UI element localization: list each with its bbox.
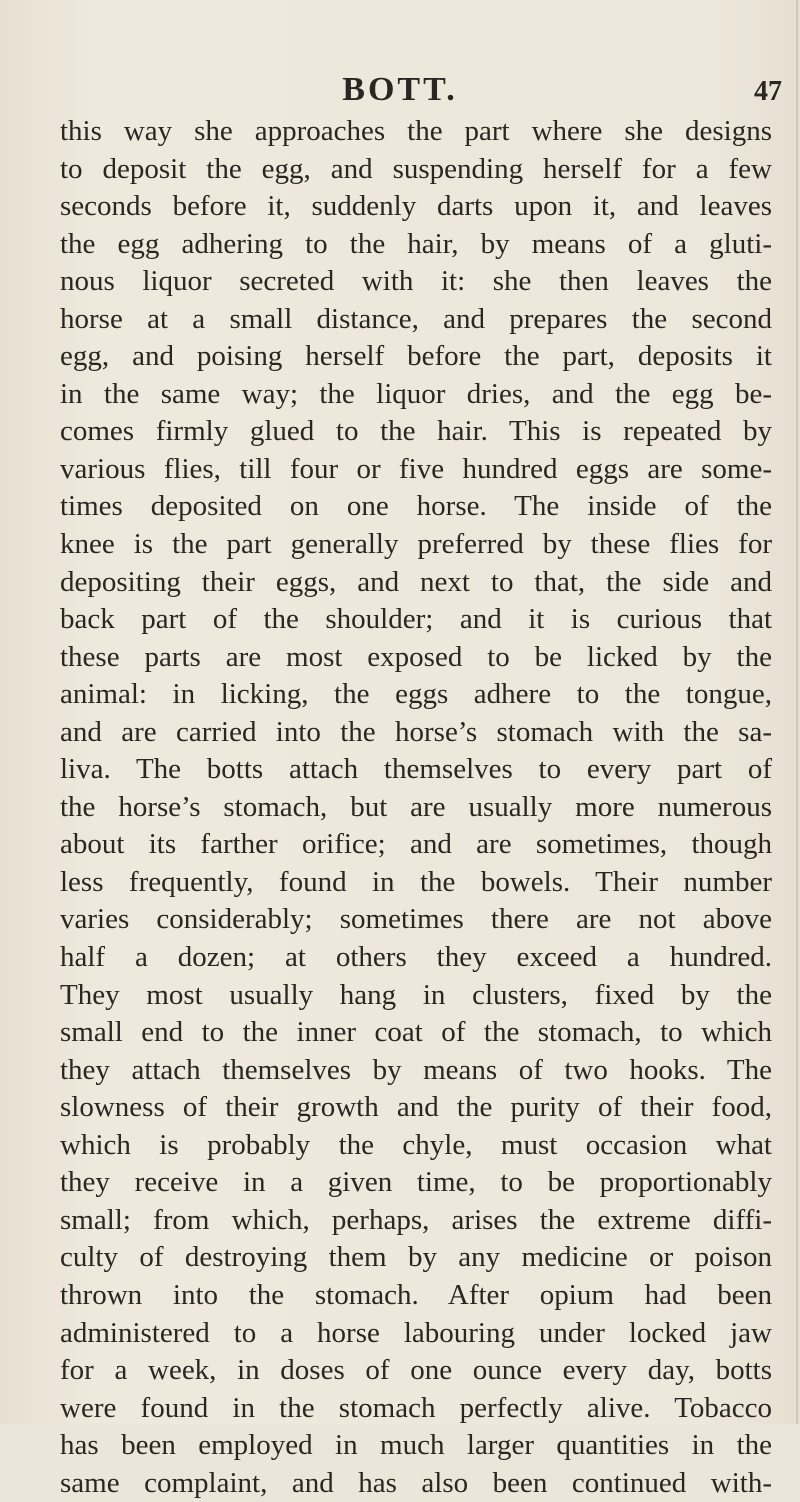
text-line: small end to the inner coat of the stomach, to which [60, 1016, 772, 1049]
text-line: various flies, till four or five hundred eggs are some- [60, 452, 772, 485]
text-line: half a dozen; at others they exceed a hundred. [60, 941, 772, 974]
text-line: thrown into the stomach. After opium had been [60, 1278, 772, 1311]
text-line: the horse’s stomach, but are usually more numerous [60, 790, 772, 823]
text-line: knee is the part generally preferred by these flies for [60, 528, 772, 561]
text-line: animal: in licking, the eggs adhere to the tongue, [60, 678, 772, 711]
running-head: BOTT. [342, 71, 458, 108]
text-line: horse at a small distance, and prepares the second [60, 302, 772, 335]
text-line: these parts are most exposed to be licked by the [60, 640, 772, 673]
text-line: and are carried into the horse’s stomach with the sa- [60, 715, 772, 748]
text-line: small; from which, perhaps, arises the extreme diffi- [60, 1203, 772, 1236]
page-header [0, 68, 800, 112]
text-line: this way she approaches the part where she designs [60, 115, 772, 147]
body-text [60, 113, 772, 1502]
text-line: egg, and poising herself before the part, deposits it [60, 340, 772, 373]
text-line: to deposit the egg, and suspending herself for a few [60, 152, 772, 185]
text-line: times deposited on one horse. The inside of the [60, 490, 772, 523]
text-line: they receive in a given time, to be proportionably [60, 1166, 772, 1199]
text-line: same complaint, and has also been continued with- [60, 1466, 772, 1499]
text-line: were found in the stomach perfectly alive. Tobacco [60, 1391, 772, 1424]
text-line: comes firmly glued to the hair. This is repeated by [60, 415, 772, 448]
text-line: back part of the shoulder; and it is curious that [60, 603, 772, 636]
text-line: they attach themselves by means of two hooks. The [60, 1053, 772, 1086]
text-line: slowness of their growth and the purity of their food, [60, 1091, 772, 1124]
text-line: in the same way; the liquor dries, and the egg be- [60, 377, 772, 410]
text-line: seconds before it, suddenly darts upon it, and leaves [60, 190, 772, 223]
text-line: which is probably the chyle, must occasion what [60, 1128, 772, 1161]
text-line: nous liquor secreted with it: she then leaves the [60, 265, 772, 298]
text-line: the egg adhering to the hair, by means of a gluti- [60, 227, 772, 260]
text-line: administered to a horse labouring under locked jaw [60, 1316, 772, 1349]
text-line: culty of destroying them by any medicine or poison [60, 1241, 772, 1274]
text-line: liva. The botts attach themselves to every part of [60, 753, 772, 786]
text-line: about its farther orifice; and are sometimes, though [60, 828, 772, 861]
text-line: varies considerably; sometimes there are not above [60, 903, 772, 936]
page-number: 47 [754, 76, 782, 107]
text-line: less frequently, found in the bowels. Their number [60, 865, 772, 898]
page-edge [796, 0, 798, 1424]
text-line: They most usually hang in clusters, fixed by the [60, 978, 772, 1011]
text-line: has been employed in much larger quantities in the [60, 1429, 772, 1462]
text-line: for a week, in doses of one ounce every day, botts [60, 1354, 772, 1387]
text-line: depositing their eggs, and next to that, the side and [60, 565, 772, 598]
